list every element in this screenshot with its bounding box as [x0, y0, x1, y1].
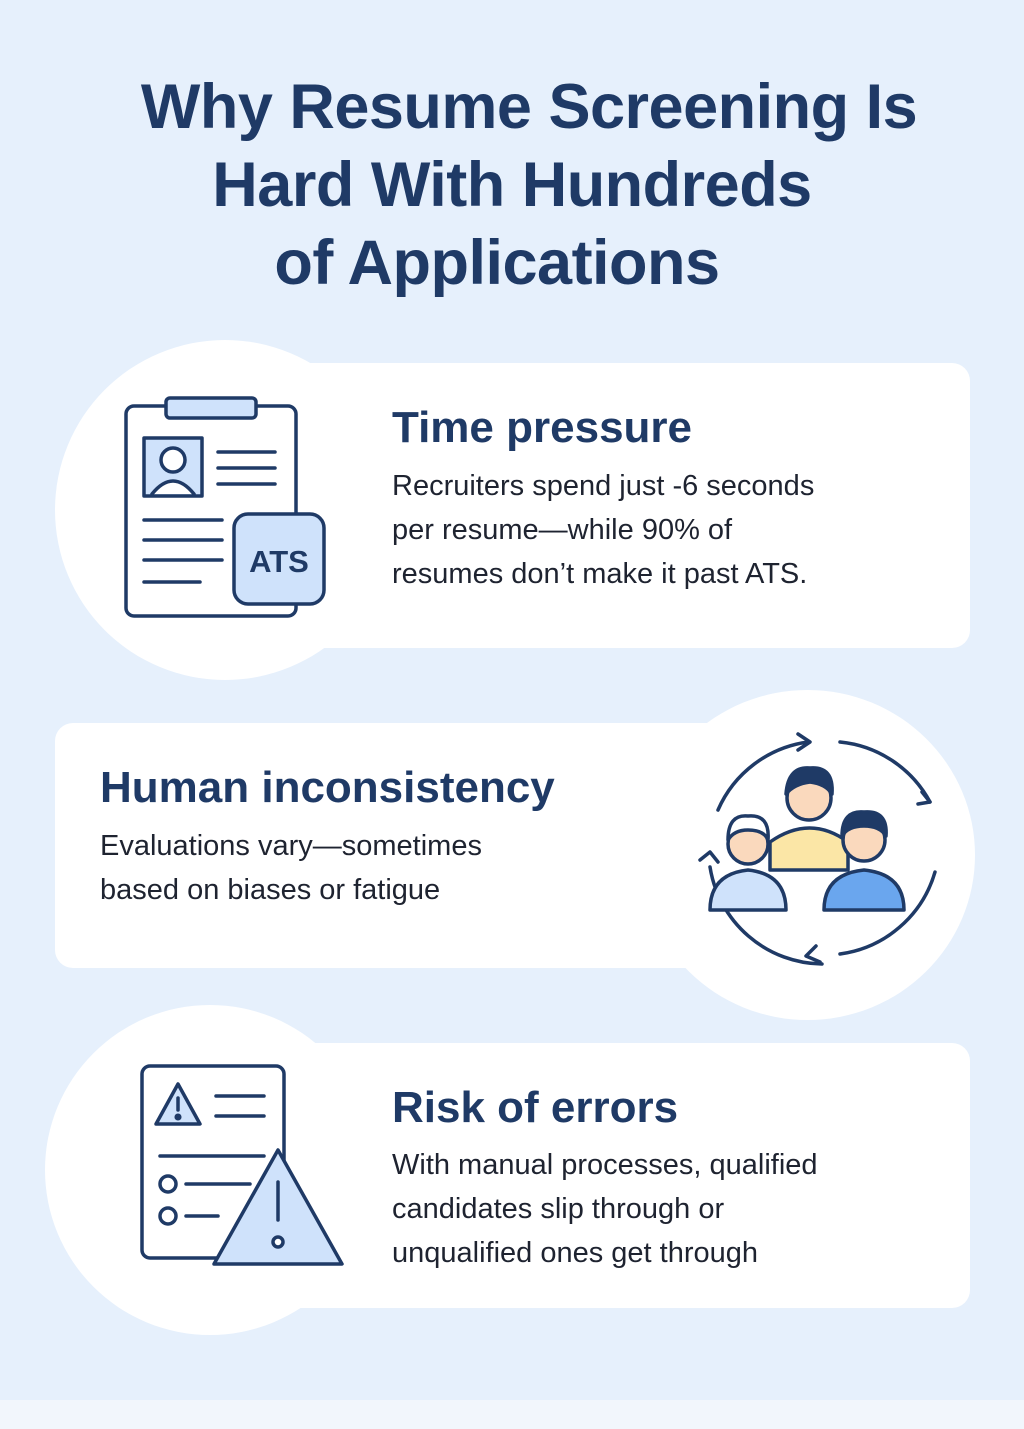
card-description-line: based on biases or fatigue: [100, 874, 441, 906]
card-description: [392, 464, 814, 596]
card-description: [100, 824, 482, 912]
card-description-line: Recruiters spend just -6 seconds: [392, 470, 815, 502]
people-cycle-icon: [690, 732, 960, 972]
title-line-1: Why Resume Screening Is: [140, 72, 918, 142]
card-description: [392, 1143, 818, 1275]
card-heading: Risk of errors: [392, 1083, 679, 1132]
card-description-line: per resume—while 90% of: [392, 514, 733, 546]
footer-strip: [0, 1400, 1024, 1429]
title-line-2: Hard With Hundreds: [212, 150, 812, 220]
card-description-line: unqualified ones get through: [392, 1237, 759, 1269]
warning-document-icon: [130, 1058, 360, 1278]
resume-clipboard-ats-icon: [110, 390, 340, 630]
card-heading: Human inconsistency: [100, 763, 555, 812]
card-description-line: With manual processes, qualified: [392, 1149, 818, 1181]
card-heading: Time pressure: [392, 403, 693, 452]
card-description-line: resumes don’t make it past ATS.: [392, 558, 808, 590]
card-description-line: Evaluations vary—sometimes: [100, 830, 482, 862]
page-title: [0, 68, 1024, 302]
ats-badge-text: ATS: [249, 544, 309, 579]
card-description-line: candidates slip through or: [392, 1193, 725, 1225]
title-line-3: of Applications: [274, 228, 720, 298]
